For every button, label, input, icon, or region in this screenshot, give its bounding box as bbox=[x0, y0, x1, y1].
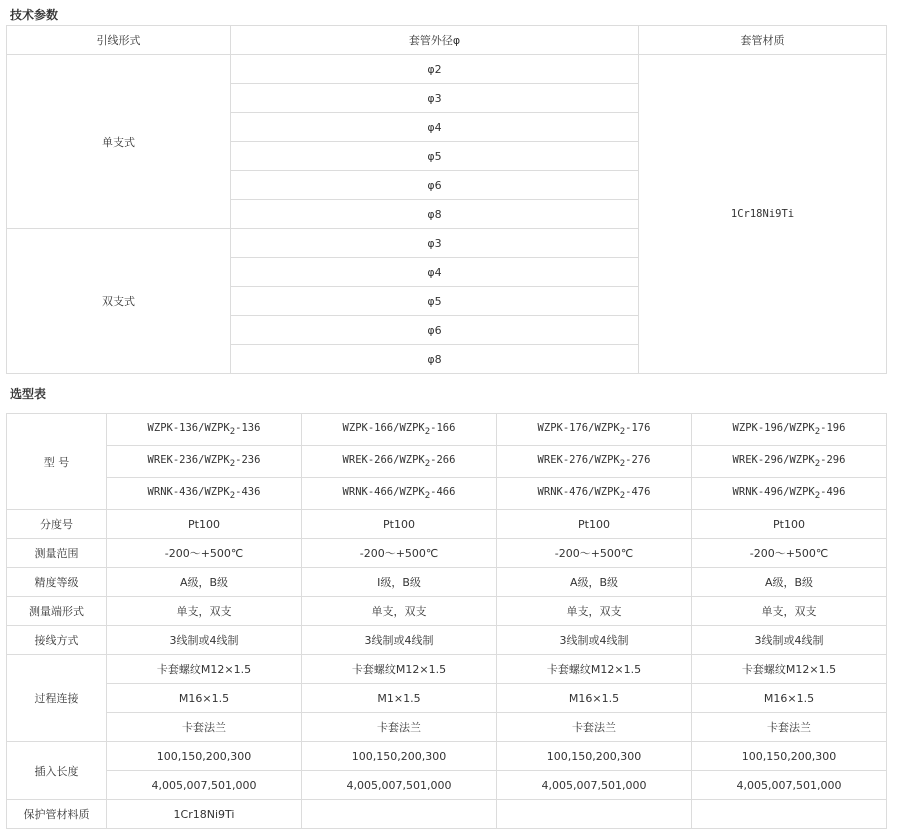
model-prefix: WRNK-476/WZPK bbox=[537, 486, 620, 498]
selection-row bbox=[7, 597, 887, 626]
model-subscript: 2 bbox=[814, 459, 821, 469]
model-suffix: -436 bbox=[235, 486, 261, 498]
value-cell: 3线制或4线制 bbox=[302, 626, 497, 655]
model-prefix: WREK-236/WZPK bbox=[147, 454, 230, 466]
model-suffix: -176 bbox=[625, 422, 651, 434]
value-cell: 100,150,200,300 bbox=[692, 742, 887, 771]
model-suffix: -136 bbox=[235, 422, 261, 434]
value-cell: Pt100 bbox=[497, 510, 692, 539]
diameter-cell: φ3 bbox=[231, 229, 639, 258]
value-cell: 卡套法兰 bbox=[497, 713, 692, 742]
model-row bbox=[7, 414, 887, 446]
diameter-cell: φ4 bbox=[231, 258, 639, 287]
model-prefix: WRNK-436/WZPK bbox=[147, 486, 230, 498]
model-cell bbox=[692, 414, 887, 446]
model-cell bbox=[692, 478, 887, 510]
diameter-cell: φ8 bbox=[231, 345, 639, 374]
value-cell: 1Cr18Ni9Ti bbox=[107, 800, 302, 829]
selection-row bbox=[7, 713, 887, 742]
spec-header-cell: 套管材质 bbox=[639, 26, 887, 55]
model-cell bbox=[107, 478, 302, 510]
model-prefix: WZPK-136/WZPK bbox=[147, 422, 230, 434]
value-cell: 100,150,200,300 bbox=[107, 742, 302, 771]
value-cell: -200～+500℃ bbox=[497, 539, 692, 568]
selection-row bbox=[7, 539, 887, 568]
model-row bbox=[7, 446, 887, 478]
value-cell: Pt100 bbox=[692, 510, 887, 539]
selection-row bbox=[7, 655, 887, 684]
value-cell: Pt100 bbox=[302, 510, 497, 539]
diameter-cell: φ5 bbox=[231, 287, 639, 316]
model-cell bbox=[497, 478, 692, 510]
model-label-cell: 型 号 bbox=[7, 414, 107, 510]
selection-row bbox=[7, 684, 887, 713]
model-cell bbox=[302, 414, 497, 446]
model-subscript: 2 bbox=[814, 427, 821, 437]
selection-row bbox=[7, 742, 887, 771]
model-suffix: -266 bbox=[430, 454, 456, 466]
model-prefix: WREK-276/WZPK bbox=[537, 454, 620, 466]
diameter-cell: φ4 bbox=[231, 113, 639, 142]
value-cell bbox=[497, 800, 692, 829]
value-cell bbox=[302, 800, 497, 829]
value-cell: M16×1.5 bbox=[497, 684, 692, 713]
model-cell bbox=[497, 446, 692, 478]
value-cell: A级，B级 bbox=[692, 568, 887, 597]
value-cell: 4,005,007,501,000 bbox=[107, 771, 302, 800]
lead-type-cell: 双支式 bbox=[7, 229, 231, 374]
value-cell: -200～+500℃ bbox=[302, 539, 497, 568]
lead-type-cell: 单支式 bbox=[7, 55, 231, 229]
diameter-cell: φ8 bbox=[231, 200, 639, 229]
selection-section-title: 选型表 bbox=[10, 387, 47, 401]
value-cell: 卡套螺纹M12×1.5 bbox=[692, 655, 887, 684]
selection-table bbox=[6, 413, 887, 829]
diameter-cell: φ6 bbox=[231, 316, 639, 345]
value-cell: M16×1.5 bbox=[692, 684, 887, 713]
selection-row bbox=[7, 626, 887, 655]
row-label-cell: 接线方式 bbox=[7, 626, 107, 655]
value-cell: 3线制或4线制 bbox=[497, 626, 692, 655]
spec-header-row bbox=[7, 26, 887, 55]
selection-row bbox=[7, 771, 887, 800]
model-subscript: 2 bbox=[229, 491, 236, 501]
value-cell: 单支，双支 bbox=[302, 597, 497, 626]
model-suffix: -496 bbox=[820, 486, 846, 498]
value-cell: I级，B级 bbox=[302, 568, 497, 597]
diameter-cell: φ3 bbox=[231, 84, 639, 113]
value-cell: 卡套螺纹M12×1.5 bbox=[497, 655, 692, 684]
diameter-cell: φ2 bbox=[231, 55, 639, 84]
value-cell: A级，B级 bbox=[497, 568, 692, 597]
model-suffix: -236 bbox=[235, 454, 261, 466]
row-label-cell: 插入长度 bbox=[7, 742, 107, 800]
model-subscript: 2 bbox=[619, 491, 626, 501]
row-label-cell: 测量范围 bbox=[7, 539, 107, 568]
model-subscript: 2 bbox=[424, 459, 431, 469]
spec-row bbox=[7, 55, 887, 84]
material-cell: 1Cr18Ni9Ti bbox=[639, 55, 887, 374]
model-suffix: -276 bbox=[625, 454, 651, 466]
selection-row bbox=[7, 568, 887, 597]
value-cell: M16×1.5 bbox=[107, 684, 302, 713]
value-cell: 4,005,007,501,000 bbox=[302, 771, 497, 800]
model-subscript: 2 bbox=[229, 427, 236, 437]
value-cell: 单支，双支 bbox=[497, 597, 692, 626]
model-prefix: WZPK-196/WZPK bbox=[732, 422, 815, 434]
model-prefix: WRNK-496/WZPK bbox=[732, 486, 815, 498]
model-cell bbox=[302, 478, 497, 510]
value-cell: 100,150,200,300 bbox=[497, 742, 692, 771]
model-suffix: -166 bbox=[430, 422, 456, 434]
model-subscript: 2 bbox=[424, 427, 431, 437]
value-cell: 4,005,007,501,000 bbox=[497, 771, 692, 800]
row-label-cell: 精度等级 bbox=[7, 568, 107, 597]
spec-table bbox=[6, 25, 887, 374]
value-cell: 单支，双支 bbox=[692, 597, 887, 626]
model-row bbox=[7, 478, 887, 510]
model-cell bbox=[107, 414, 302, 446]
model-cell bbox=[302, 446, 497, 478]
diameter-cell: φ5 bbox=[231, 142, 639, 171]
model-subscript: 2 bbox=[229, 459, 236, 469]
model-prefix: WREK-296/WZPK bbox=[732, 454, 815, 466]
value-cell bbox=[692, 800, 887, 829]
value-cell: A级，B级 bbox=[107, 568, 302, 597]
model-cell bbox=[497, 414, 692, 446]
value-cell: 3线制或4线制 bbox=[107, 626, 302, 655]
row-label-cell: 分度号 bbox=[7, 510, 107, 539]
model-subscript: 2 bbox=[814, 491, 821, 501]
value-cell: -200～+500℃ bbox=[107, 539, 302, 568]
selection-row bbox=[7, 510, 887, 539]
selection-row bbox=[7, 800, 887, 829]
model-suffix: -466 bbox=[430, 486, 456, 498]
model-subscript: 2 bbox=[424, 491, 431, 501]
spec-header-cell: 引线形式 bbox=[7, 26, 231, 55]
value-cell: Pt100 bbox=[107, 510, 302, 539]
spec-section-title: 技术参数 bbox=[10, 8, 59, 22]
model-suffix: -196 bbox=[820, 422, 846, 434]
value-cell: 卡套法兰 bbox=[692, 713, 887, 742]
value-cell: 卡套法兰 bbox=[302, 713, 497, 742]
value-cell: 100,150,200,300 bbox=[302, 742, 497, 771]
value-cell: 卡套螺纹M12×1.5 bbox=[107, 655, 302, 684]
value-cell: M1×1.5 bbox=[302, 684, 497, 713]
value-cell: 单支，双支 bbox=[107, 597, 302, 626]
model-cell bbox=[107, 446, 302, 478]
model-suffix: -296 bbox=[820, 454, 846, 466]
model-subscript: 2 bbox=[619, 459, 626, 469]
model-prefix: WZPK-176/WZPK bbox=[537, 422, 620, 434]
model-prefix: WZPK-166/WZPK bbox=[342, 422, 425, 434]
model-cell bbox=[692, 446, 887, 478]
row-label-cell: 过程连接 bbox=[7, 655, 107, 742]
model-suffix: -476 bbox=[625, 486, 651, 498]
value-cell: 卡套法兰 bbox=[107, 713, 302, 742]
row-label-cell: 保护管材料质 bbox=[7, 800, 107, 829]
value-cell: 3线制或4线制 bbox=[692, 626, 887, 655]
model-prefix: WRNK-466/WZPK bbox=[342, 486, 425, 498]
diameter-cell: φ6 bbox=[231, 171, 639, 200]
spec-header-cell: 套管外径φ bbox=[231, 26, 639, 55]
value-cell: 4,005,007,501,000 bbox=[692, 771, 887, 800]
value-cell: 卡套螺纹M12×1.5 bbox=[302, 655, 497, 684]
row-label-cell: 测量端形式 bbox=[7, 597, 107, 626]
model-prefix: WREK-266/WZPK bbox=[342, 454, 425, 466]
value-cell: -200～+500℃ bbox=[692, 539, 887, 568]
model-subscript: 2 bbox=[619, 427, 626, 437]
